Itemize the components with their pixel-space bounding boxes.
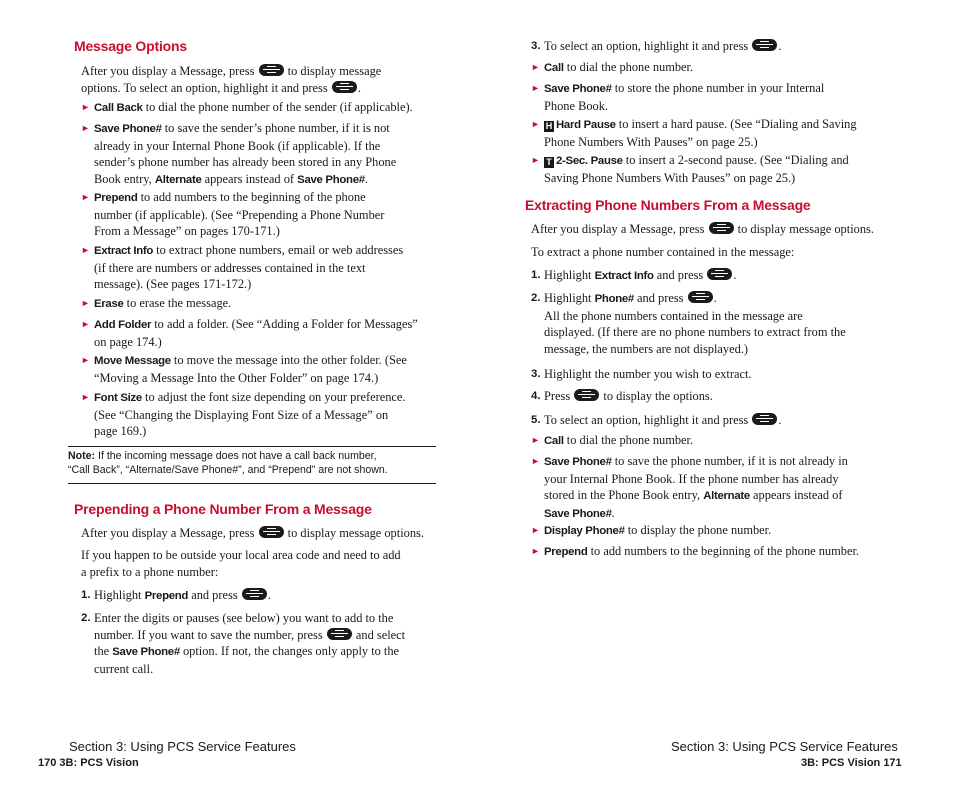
heading-message-options: Message Options xyxy=(74,38,187,54)
bullet-arrow-icon: ► xyxy=(81,192,90,202)
timed-pause-icon: T xyxy=(544,157,554,168)
prepend-intro: After you display a Message, press to display message options. xyxy=(81,526,424,540)
extract-option-save-phone: Save Phone# to save the phone number, if it is not already in your Internal Phone Book. If the phone number has already stored in the Phone Book entry, Alternate appears instead of Save Phone#. xyxy=(544,454,848,520)
step-number: 2. xyxy=(81,612,91,624)
option-2sec-pause: T 2-Sec. Pause to insert a 2-second pause. (See “Dialing and Saving Phone Numbers With Pauses” on page 25.) xyxy=(544,153,849,185)
bullet-arrow-icon: ► xyxy=(531,525,540,535)
footer-page-label: 170 3B: PCS Vision xyxy=(38,757,139,769)
intro-paragraph: After you display a Message, press to display message options. To select an option, highlight it and press . xyxy=(81,64,382,95)
bullet-arrow-icon: ► xyxy=(81,355,90,365)
bullet-arrow-icon: ► xyxy=(81,392,90,402)
option-save-phone: Save Phone# to store the phone number in your Internal Phone Book. xyxy=(544,81,825,113)
bullet-arrow-icon: ► xyxy=(81,245,90,255)
step-number: 1. xyxy=(531,269,541,281)
option-call: Call to dial the phone number. xyxy=(544,60,694,74)
menu-ok-key-icon xyxy=(752,39,777,51)
bullet-save-phone: Save Phone# to save the sender’s phone number, if it is not already in your Internal Phone Book (if applicable). If the sender’s phone number has already been stored in any Phone Book entry, Alternate appears instead of Save Phone#. xyxy=(94,121,397,186)
extract-step-3: Highlight the number you wish to extract. xyxy=(544,367,752,381)
heading-prepending: Prepending a Phone Number From a Message xyxy=(74,501,372,517)
footer-section-title: Section 3: Using PCS Service Features xyxy=(69,739,296,754)
extract-option-prepend: Prepend to add numbers to the beginning of the phone number. xyxy=(544,544,859,558)
extract-option-call: Call to dial the phone number. xyxy=(544,433,694,447)
heading-extracting: Extracting Phone Numbers From a Message xyxy=(525,197,811,213)
menu-ok-key-icon xyxy=(332,81,357,93)
menu-ok-key-icon xyxy=(688,291,713,303)
bullet-erase: Erase to erase the message. xyxy=(94,296,232,310)
step-number: 5. xyxy=(531,414,541,426)
bullet-arrow-icon: ► xyxy=(81,298,90,308)
bullet-prepend: Prepend to add numbers to the beginning of the phone number (if applicable). (See “Prepending a Phone Number From a Message” on pages 170-171.) xyxy=(94,190,385,239)
prepend-paragraph: If you happen to be outside your local area code and need to add a prefix to a phone number: xyxy=(81,548,401,579)
menu-ok-key-icon xyxy=(259,64,284,76)
bullet-arrow-icon: ► xyxy=(531,155,540,165)
extract-option-display-phone: Display Phone# to display the phone number. xyxy=(544,523,772,537)
bullet-arrow-icon: ► xyxy=(531,435,540,445)
step-number: 2. xyxy=(531,292,541,304)
bullet-arrow-icon: ► xyxy=(81,102,90,112)
bullet-font-size: Font Size to adjust the font size depending on your preference. (See “Changing the Displaying Font Size of a Message” on page 169.) xyxy=(94,390,406,439)
note-box: Note: If the incoming message does not have a call back number, “Call Back”, “Alternate/Save Phone#”, and “Prepend” are not shown. xyxy=(68,450,388,476)
bullet-arrow-icon: ► xyxy=(81,319,90,329)
step-number: 3. xyxy=(531,40,541,52)
bullet-arrow-icon: ► xyxy=(81,123,90,133)
menu-ok-key-icon xyxy=(259,526,284,538)
note-top-rule xyxy=(68,446,436,447)
bullet-call-back: Call Back to dial the phone number of the sender (if applicable). xyxy=(94,100,413,114)
bullet-arrow-icon: ► xyxy=(531,83,540,93)
extract-step-4: Press to display the options. xyxy=(544,389,713,403)
prepend-step-1: Highlight Prepend and press . xyxy=(94,588,271,602)
menu-ok-key-icon xyxy=(752,413,777,425)
step-number: 3. xyxy=(531,368,541,380)
bullet-arrow-icon: ► xyxy=(531,546,540,556)
prepend-step-2: Enter the digits or pauses (see below) you want to add to the number. If you want to save the number, press and select the Save Phone# option. If not, the changes only apply to the current call. xyxy=(94,611,406,676)
step-number: 4. xyxy=(531,390,541,402)
bullet-move-message: Move Message to move the message into the other folder. (See “Moving a Message Into the Other Folder” on page 174.) xyxy=(94,353,407,385)
extract-step-5: To select an option, highlight it and press . xyxy=(544,413,782,427)
extract-step-1: Highlight Extract Info and press . xyxy=(544,268,737,282)
bullet-arrow-icon: ► xyxy=(531,456,540,466)
bullet-arrow-icon: ► xyxy=(531,119,540,129)
prepend-step-3: To select an option, highlight it and press . xyxy=(544,39,782,53)
bullet-arrow-icon: ► xyxy=(531,62,540,72)
menu-ok-key-icon xyxy=(327,628,352,640)
bullet-add-folder: Add Folder to add a folder. (See “Adding a Folder for Messages” on page 174.) xyxy=(94,317,418,349)
bullet-extract-info: Extract Info to extract phone numbers, email or web addresses (if there are numbers or addresses contained in the text message). (See pages 171-172.) xyxy=(94,243,404,292)
extract-intro: After you display a Message, press to display message options. xyxy=(531,222,874,236)
step-number: 1. xyxy=(81,589,91,601)
menu-ok-key-icon xyxy=(709,222,734,234)
hard-pause-icon: H xyxy=(545,121,553,131)
extract-step-2: Highlight Phone# and press . All the phone numbers contained in the message are displayed. (If there are no phone numbers to extract from the message, the numbers are not displayed.) xyxy=(544,291,846,356)
note-bottom-rule xyxy=(68,483,436,484)
option-hard-pause: H Hard Pause to insert a hard pause. (See “Dialing and Saving Phone Numbers With Pauses” on page 25.) xyxy=(544,117,857,149)
footer-page-label: 3B: PCS Vision 171 xyxy=(801,757,902,769)
menu-ok-key-icon xyxy=(242,588,267,600)
menu-ok-key-icon xyxy=(707,268,732,280)
extract-paragraph: To extract a phone number contained in the message: xyxy=(531,245,795,259)
footer-section-title: Section 3: Using PCS Service Features xyxy=(671,739,898,754)
menu-ok-key-icon xyxy=(574,389,599,401)
